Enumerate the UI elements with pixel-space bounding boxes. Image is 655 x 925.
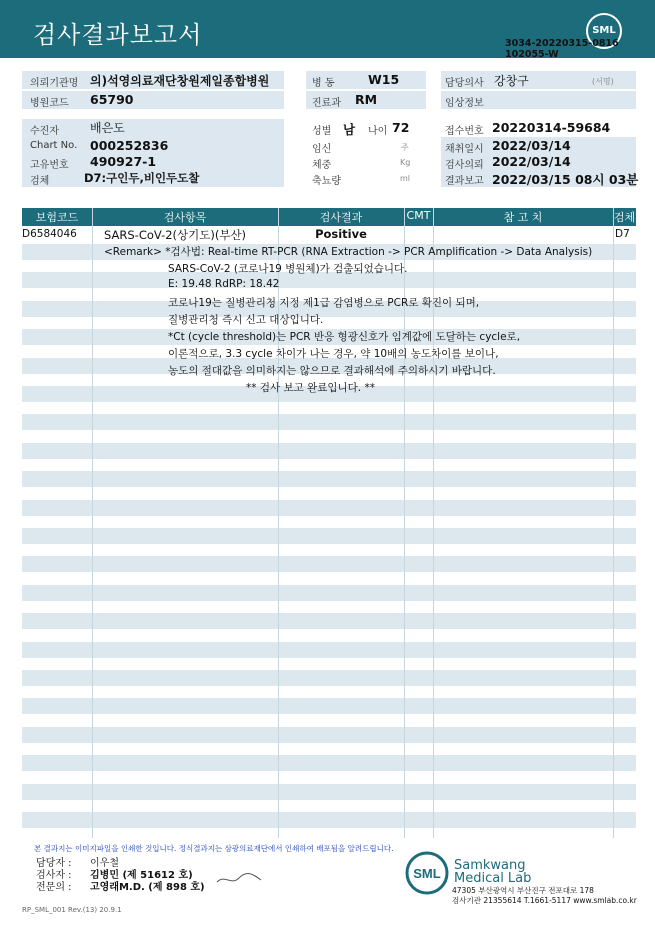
col-reference: 참 고 치 [503, 211, 543, 224]
specialist-name: 고영래M.D. (제 898 호) [90, 882, 205, 893]
institution-label: 의뢰기관명 [30, 78, 79, 89]
weight-unit: Kg [400, 158, 411, 167]
remark-line: <Remark> *검사법: Real-time RT-PCR (RNA Extraction -> PCR Amplification -> Data Analysis) [104, 246, 593, 258]
company-name-line2: Medical Lab [454, 871, 532, 886]
specimen-value: D7:구인두,비인두도찰 [84, 171, 200, 185]
sml-footer-logo [405, 851, 449, 895]
signature-image [215, 868, 263, 888]
remark-line: 코로나19는 질병관리청 지정 제1급 감염병으로 PCR로 확진이 되며, [168, 297, 480, 309]
sex-value: 남 [343, 122, 356, 137]
institution-value: 의)석영의료재단창원제일종합병원 [90, 74, 270, 88]
pregnancy-label: 임신 [312, 144, 332, 155]
col-test-item: 검사항목 [163, 211, 207, 224]
id-no-label: 고유번호 [30, 160, 69, 171]
id-no-value: 490927-1 [90, 154, 157, 169]
urine-label: 축뇨량 [312, 176, 341, 187]
age-label: 나이 [368, 126, 388, 137]
table-row-band [22, 727, 636, 743]
col-specimen: 검체 [613, 211, 636, 224]
table-row-band [22, 500, 636, 516]
sml-logo: SML [586, 13, 622, 49]
table-row-band [22, 812, 636, 828]
table-row-band [22, 670, 636, 686]
table-row-band [22, 414, 636, 430]
table-row-band [22, 642, 636, 658]
specialist-label: 전문의 : [36, 882, 72, 893]
receipt-value: 20220314-59684 [492, 120, 611, 135]
collect-value: 2022/03/14 [492, 138, 571, 153]
table-row-band [22, 698, 636, 714]
hospital-code-value: 65790 [90, 92, 134, 107]
document-number: 3034-20220315-0816 102055-W [505, 38, 619, 60]
insurance-code: D6584046 [22, 228, 77, 240]
manager-label: 담당자 : [36, 858, 72, 869]
page-title: 검사결과보고서 [33, 21, 203, 49]
clinical-info-label: 임상정보 [445, 98, 484, 109]
age-value: 72 [392, 120, 410, 135]
inspector-label: 검사자 : [36, 870, 72, 881]
company-contact: 검사기관 21355614 T.1661-5117 www.smlab.co.kr [452, 896, 637, 905]
chart-no-label: Chart No. [30, 140, 78, 151]
footer-notice: 본 결과지는 이미지파일을 인쇄한 것입니다. 정식결과지는 삼광의료재단에서 인쇄하여 배포됨을 알려드립니다. [34, 844, 394, 853]
table-row-band [22, 443, 636, 459]
company-address: 47305 부산광역시 부산진구 전포대로 178 [452, 886, 594, 895]
col-insurance-code: 보험코드 [35, 211, 79, 224]
recipient-label: 수진자 [30, 126, 59, 137]
dept-label: 진료과 [312, 98, 341, 109]
ward-label: 병 동 [312, 78, 335, 89]
pregnancy-unit: 주 [401, 143, 409, 152]
table-row-band [22, 528, 636, 544]
collect-label: 채취일시 [445, 144, 484, 155]
request-label: 검사의뢰 [445, 160, 484, 171]
chart-no-value: 000252836 [90, 138, 169, 153]
ward-value: W15 [368, 72, 400, 87]
svg-text:SML: SML [413, 866, 441, 881]
weight-label: 체중 [312, 160, 332, 171]
urine-unit: ml [400, 174, 411, 183]
inspector-name: 김병민 (제 51612 호) [90, 870, 193, 881]
test-result: Positive [315, 227, 367, 241]
doctor-sign-note: (서명) [592, 77, 614, 86]
table-row-band [22, 556, 636, 572]
recipient-value: 배은도 [90, 121, 125, 135]
manager-name: 이우철 [90, 858, 119, 869]
table-row-band [22, 613, 636, 629]
table-row-band [22, 784, 636, 800]
request-value: 2022/03/14 [492, 154, 571, 169]
remark-line: *Ct (cycle threshold)는 PCR 반응 형광신호가 임계값에 도달하는 cycle로, [168, 331, 521, 343]
doctor-label: 담당의사 [445, 78, 484, 89]
report-value: 2022/03/15 08시 03분 [492, 172, 639, 187]
hospital-code-label: 병원코드 [30, 98, 69, 109]
specimen-code: D7 [615, 228, 630, 240]
specimen-label: 검체 [30, 176, 50, 187]
sex-label: 성별 [312, 126, 332, 137]
doctor-value: 강창구 [494, 74, 529, 88]
remark-line: 이론적으로, 3.3 cycle 차이가 나는 경우, 약 10배의 농도차이를 보이나, [168, 348, 499, 360]
remark-line: ** 검사 보고 완료입니다. ** [246, 382, 375, 394]
remark-line: SARS-CoV-2 (코로나19 병원체)가 검출되었습니다. [168, 263, 408, 275]
remark-line: 농도의 절대값을 의미하지는 않으므로 결과해석에 주의하시기 바랍니다. [168, 365, 496, 377]
table-row-band [22, 471, 636, 487]
company-name-line1: Samkwang [454, 858, 526, 873]
form-code: RP_SML_001 Rev.(13) 20.9.1 [22, 906, 122, 914]
dept-value: RM [355, 92, 378, 107]
table-row-band [22, 585, 636, 601]
table-row-band [22, 755, 636, 771]
col-result: 검사결과 [319, 211, 363, 224]
receipt-label: 접수번호 [445, 126, 484, 137]
col-cmt: CMT [406, 209, 431, 222]
test-item: SARS-CoV-2(상기도)(부산) [104, 228, 247, 242]
remark-line: E: 19.48 RdRP: 18.42 [168, 278, 280, 290]
report-label: 결과보고 [445, 176, 484, 187]
remark-line: 질병관리청 즉시 신고 대상입니다. [168, 314, 324, 326]
